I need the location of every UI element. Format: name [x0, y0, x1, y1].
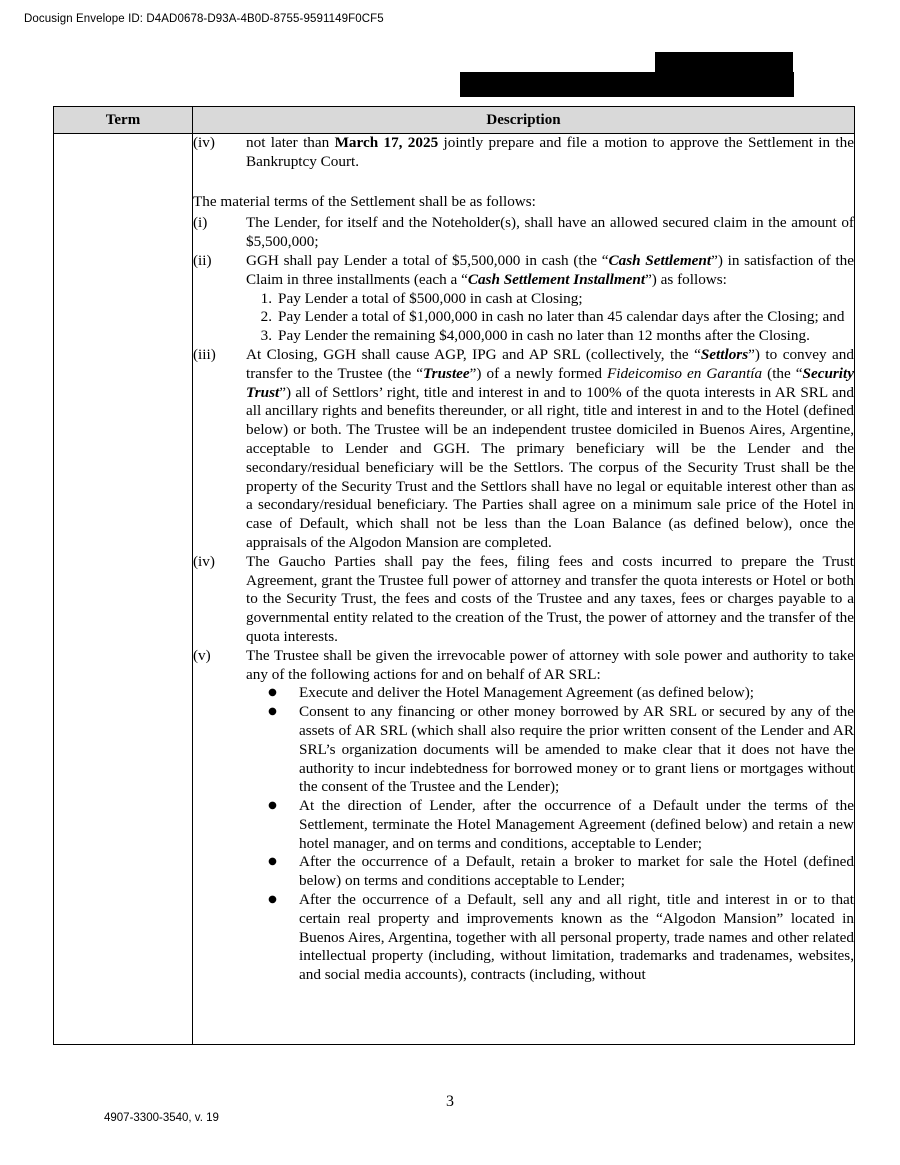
table-header-row	[54, 107, 855, 134]
bullet-icon: ●	[268, 894, 277, 906]
clause-ii	[193, 252, 854, 290]
clause-iv	[193, 553, 854, 647]
redaction-block	[655, 52, 793, 74]
term-cell	[54, 134, 193, 1045]
clause-iv-top	[193, 134, 854, 172]
clause-v	[193, 647, 854, 685]
document-id: 4907-3300-3540, v. 19	[104, 1112, 219, 1124]
term-column-header: Term	[54, 107, 193, 134]
clause-number: (iv)	[193, 134, 215, 151]
envelope-id: Docusign Envelope ID: D4AD0678-D93A-4B0D-8755-9591149F0CF5	[24, 13, 384, 25]
installment-item: 2. Pay Lender a total of $1,000,000 in cash no later than 45 calendar days after the Closing; and	[260, 308, 845, 326]
bullet-icon: ●	[268, 687, 277, 699]
list-item: ● At the direction of Lender, after the occurrence of a Default under the terms of the Settlement, terminate the Hotel Management Agreement (defined below) and retain a new hotel manager, and on terms and conditions, acceptable to Lender;	[246, 797, 854, 853]
material-terms-intro: The material terms of the Settlement shall be as follows:	[193, 192, 536, 210]
clause-text: The Lender, for itself and the Noteholder(s), shall have an allowed secured claim in the amount of $5,500,000;	[246, 214, 854, 251]
list-item: ● Execute and deliver the Hotel Management Agreement (as defined below);	[246, 684, 854, 703]
clause-number: (v)	[193, 646, 211, 664]
clause-text: The Gaucho Parties shall pay the fees, filing fees and costs incurred to prepare the Trust Agreement, grant the Trustee full power of attorney and transfer the quota interests or Hotel or both to the Security Trust, the fees and costs of the Trustee and any taxes, fees or charges payable to a governmental entity related to the creation of the Trust, the power of attorney and the transfer of the quota interests.	[246, 552, 854, 645]
clause-number: (ii)	[193, 251, 212, 269]
clause-number: (iv)	[193, 552, 215, 570]
description-column-header: Description	[193, 107, 855, 134]
page-number: 3	[446, 1093, 454, 1110]
installment-item: 1. Pay Lender a total of $500,000 in cash at Closing;	[260, 289, 583, 307]
bullet-icon: ●	[268, 706, 277, 718]
clause-text: not later than March 17, 2025 jointly prepare and file a motion to approve the Settlement in the Bankruptcy Court.	[246, 134, 854, 170]
clause-number: (iii)	[193, 345, 216, 363]
description-cell	[193, 134, 855, 1045]
list-item: ● Consent to any financing or other money borrowed by AR SRL or secured by any of the assets of AR SRL (which shall also require the prior written consent of the Lender and AR SRL’s organization documents will be amended to make clear that it does not have the authority to incur indebtedness for borrowed money or to grant liens or mortgages without the consent of the Trustee and the Lender);	[246, 703, 854, 797]
clause-iii	[193, 346, 854, 553]
installment-item: 3. Pay Lender the remaining $4,000,000 in cash no later than 12 months after the Closing.	[260, 327, 810, 345]
table-row	[54, 134, 855, 1045]
bullet-icon: ●	[268, 800, 277, 812]
redaction-block	[460, 72, 794, 97]
list-item: ● After the occurrence of a Default, retain a broker to market for sale the Hotel (defined below) on terms and conditions acceptable to Lender;	[246, 853, 854, 891]
list-item: ● After the occurrence of a Default, sell any and all right, title and interest in or to that certain real property and improvements known as the “Algodon Mansion” located in Buenos Aires, Argentina, together with all personal property, trade names and other related intellectual property (including, without limitation, trademarks and tradenames, websites, and social media accounts), contracts (including, without	[246, 891, 854, 985]
clause-text: At Closing, GGH shall cause AGP, IPG and AP SRL (collectively, the “Settlors”) to convey and transfer to the Trustee (the “Trustee”) of a newly formed Fideicomiso en Garantía (the “Security Trust”) all of Settlors’ right, title and interest in and to 100% of the quota interests in AR SRL and all ancillary rights and benefits thereunder, or all right, title and interest in and to the Hotel (defined below) or both. The Trustee will be an independent trustee domiciled in Buenos Aires, Argentine, acceptable to Lender and GGH. The primary beneficiary will be the Lender and the secondary/residual beneficiary will be the Settlors. The corpus of the Security Trust shall be the property of the Security Trust and the Settlors shall have no legal or equitable interest other than as a secondary/residual beneficiary. The Parties shall agree on a minimum sale price of the Hotel in case of Default, which shall not be less than the Loan Balance (as defined below), once the appraisals of the Algodon Mansion are completed.	[246, 345, 854, 551]
terms-table	[53, 106, 855, 1045]
clause-text: GGH shall pay Lender a total of $5,500,000 in cash (the “Cash Settlement”) in satisfaction of the Claim in three installments (each a “Cash Settlement Installment”) as follows:	[246, 251, 855, 288]
clause-number: (i)	[193, 214, 208, 232]
bullet-icon: ●	[268, 856, 277, 868]
clause-text: The Trustee shall be given the irrevocable power of attorney with sole power and authority to take any of the following actions for and on behalf of AR SRL:	[246, 646, 854, 683]
clause-i	[193, 214, 854, 252]
